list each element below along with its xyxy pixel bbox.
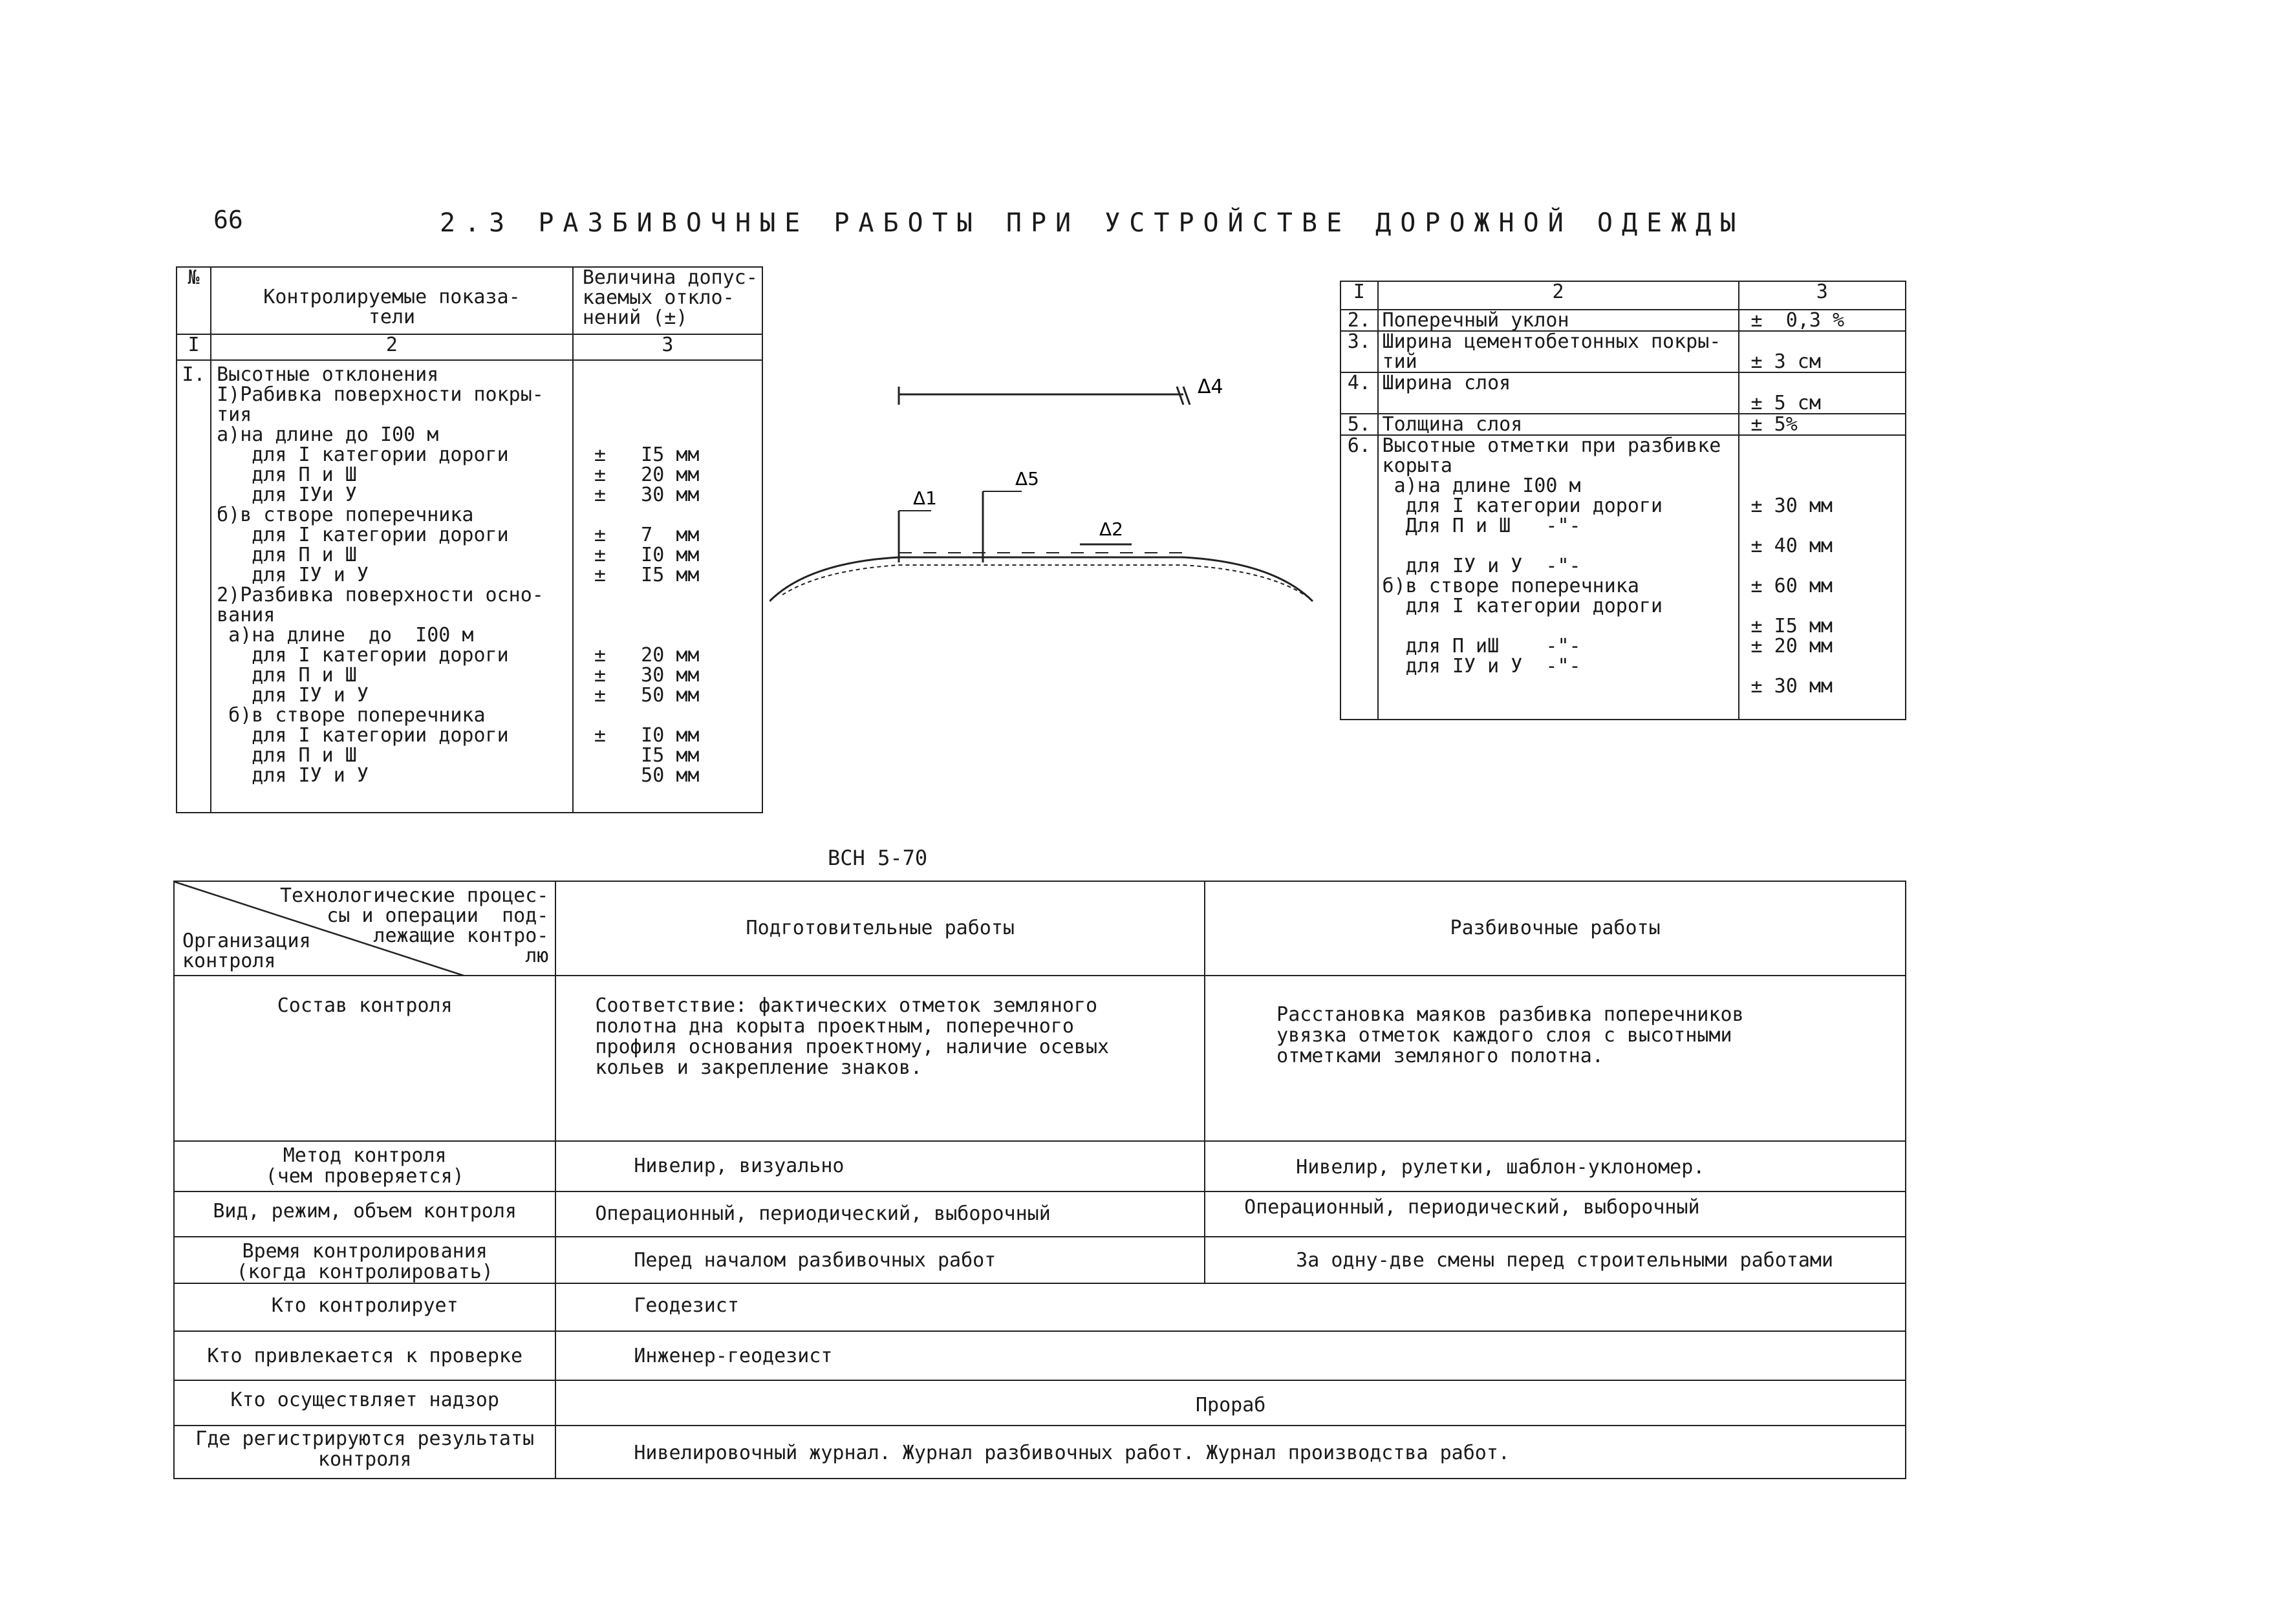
row-label: Кто привлекается к проверке: [174, 1331, 555, 1380]
road-cross-section-diagram: [770, 369, 1326, 627]
label-delta1: Δ1: [913, 487, 937, 509]
row-label: Состав контроля: [174, 976, 555, 1141]
row-preparatory: Перед началом разбивочных работ: [555, 1237, 1205, 1283]
row-preparatory: Нивелир, визуально: [555, 1141, 1205, 1191]
r-row-no: 4.: [1340, 372, 1378, 414]
r-row-value: ± 0,3 %: [1739, 310, 1906, 331]
row-no: I.: [177, 360, 211, 813]
row-label: Время контролирования (когда контролировать): [174, 1237, 555, 1283]
tolerance-table-right: [1340, 281, 1906, 720]
r-row-indicator: Ширина слоя: [1378, 372, 1739, 414]
header-preparatory: Подготовительные работы: [555, 881, 1205, 976]
row-staking: Нивелир, рулетки, шаблон-уклономер.: [1205, 1141, 1906, 1191]
row-label: Вид, режим, объем контроля: [174, 1191, 555, 1237]
row-label: Кто осуществляет надзор: [174, 1380, 555, 1426]
row-label: Кто контролирует: [174, 1283, 555, 1331]
header-no: №: [177, 267, 211, 334]
row-merged: Нивелировочный журнал. Журнал разбивочных работ. Журнал производства работ.: [555, 1426, 1906, 1479]
r-row-indicator: Ширина цементобетонных покры- тий: [1378, 331, 1739, 372]
row-staking: Операционный, периодический, выборочный: [1205, 1191, 1906, 1237]
row-merged: Прораб: [555, 1380, 1906, 1426]
header-value: Величина допус- каемых откло- нений (±): [573, 267, 762, 334]
r-colnum-1: I: [1340, 281, 1378, 310]
r-row-indicator: Толщина слоя: [1378, 414, 1739, 435]
label-delta2: Δ2: [1099, 518, 1123, 540]
corner-top-text: Технологические процес- сы и операции под- лежащие контро- лю: [279, 884, 549, 967]
corner-bottom-text: Организация контроля: [182, 930, 311, 972]
row-label: Где регистрируются результаты контроля: [174, 1426, 555, 1479]
r-colnum-3: 3: [1739, 281, 1906, 310]
colnum-1: I: [177, 334, 211, 360]
section-heading: 2.3 РАЗБИВОЧНЫЕ РАБОТЫ ПРИ УСТРОЙСТВЕ ДОРОЖНОЙ ОДЕЖДЫ: [440, 208, 1745, 238]
r-row-no: 3.: [1340, 331, 1378, 372]
row-preparatory: Соответствие: фактических отметок земляного полотна дна корыта проектным, поперечного профиля основания проектному, наличие осевых кольев и закрепление знаков.: [555, 976, 1205, 1141]
r-row-no: 6.: [1340, 435, 1378, 720]
r-row-indicator: Поперечный уклон: [1378, 310, 1739, 331]
corner-header-cell: [174, 881, 555, 976]
row-staking: Расстановка маяков разбивка поперечников увязка отметок каждого слоя с высотными отметками земляного полотна.: [1205, 976, 1906, 1141]
row-label: Метод контроля (чем проверяется): [174, 1141, 555, 1191]
indicators-list: Высотные отклонения I)Рабивка поверхности покры- тия а)на длине до I00 м для I категории дороги для П и Ш для IУи У б)в створе поперечника для I категории дороги для П и Ш для IУ и У 2)Разбивка поверхности осно- вания а)на длине до I00 м для I категории дороги для П и Ш для IУ и У б)в створе поперечника для I категории дороги для П и Ш для IУ и У: [211, 360, 573, 813]
r-row-value: ± 5%: [1739, 414, 1906, 435]
r-row-no: 2.: [1340, 310, 1378, 331]
r-row-indicator: Высотные отметки при разбивке корыта а)на длине I00 м для I категории дороги Для П и Ш -"- для IУ и У -"- б)в створе поперечника для I категории дороги для П иШ -"- для IУ и У -"-: [1378, 435, 1739, 720]
r-row-value: ± 30 мм ± 40 мм ± 60 мм ± I5 мм ± 20 мм ± 30 мм: [1739, 435, 1906, 720]
label-delta5: Δ5: [1015, 468, 1039, 489]
r-colnum-2: 2: [1378, 281, 1739, 310]
tolerance-table-left: [176, 266, 763, 813]
control-organization-table: [173, 881, 1906, 1479]
label-delta4: Δ4: [1198, 376, 1223, 398]
r-row-no: 5.: [1340, 414, 1378, 435]
colnum-3: 3: [573, 334, 762, 360]
row-merged: Инженер-геодезист: [555, 1331, 1906, 1380]
colnum-2: 2: [211, 334, 573, 360]
row-staking: За одну-две смены перед строительными работами: [1205, 1237, 1906, 1283]
page-number: 66: [213, 206, 243, 234]
r-row-value: ± 5 см: [1739, 372, 1906, 414]
r-row-value: ± 3 см: [1739, 331, 1906, 372]
header-indicator: Контролируемые показа- тели: [211, 267, 573, 334]
row-preparatory: Операционный, периодический, выборочный: [555, 1191, 1205, 1237]
vsn-label: ВСН 5-70: [828, 846, 928, 870]
values-list: ± I5 мм ± 20 мм ± 30 мм ± 7 мм ± I0 мм ± I5 мм ± 20 мм ± 30 мм ± 50 мм ± I0 мм I5 мм 50 мм: [573, 360, 762, 813]
row-merged: Геодезист: [555, 1283, 1906, 1331]
header-staking: Разбивочные работы: [1205, 881, 1906, 976]
